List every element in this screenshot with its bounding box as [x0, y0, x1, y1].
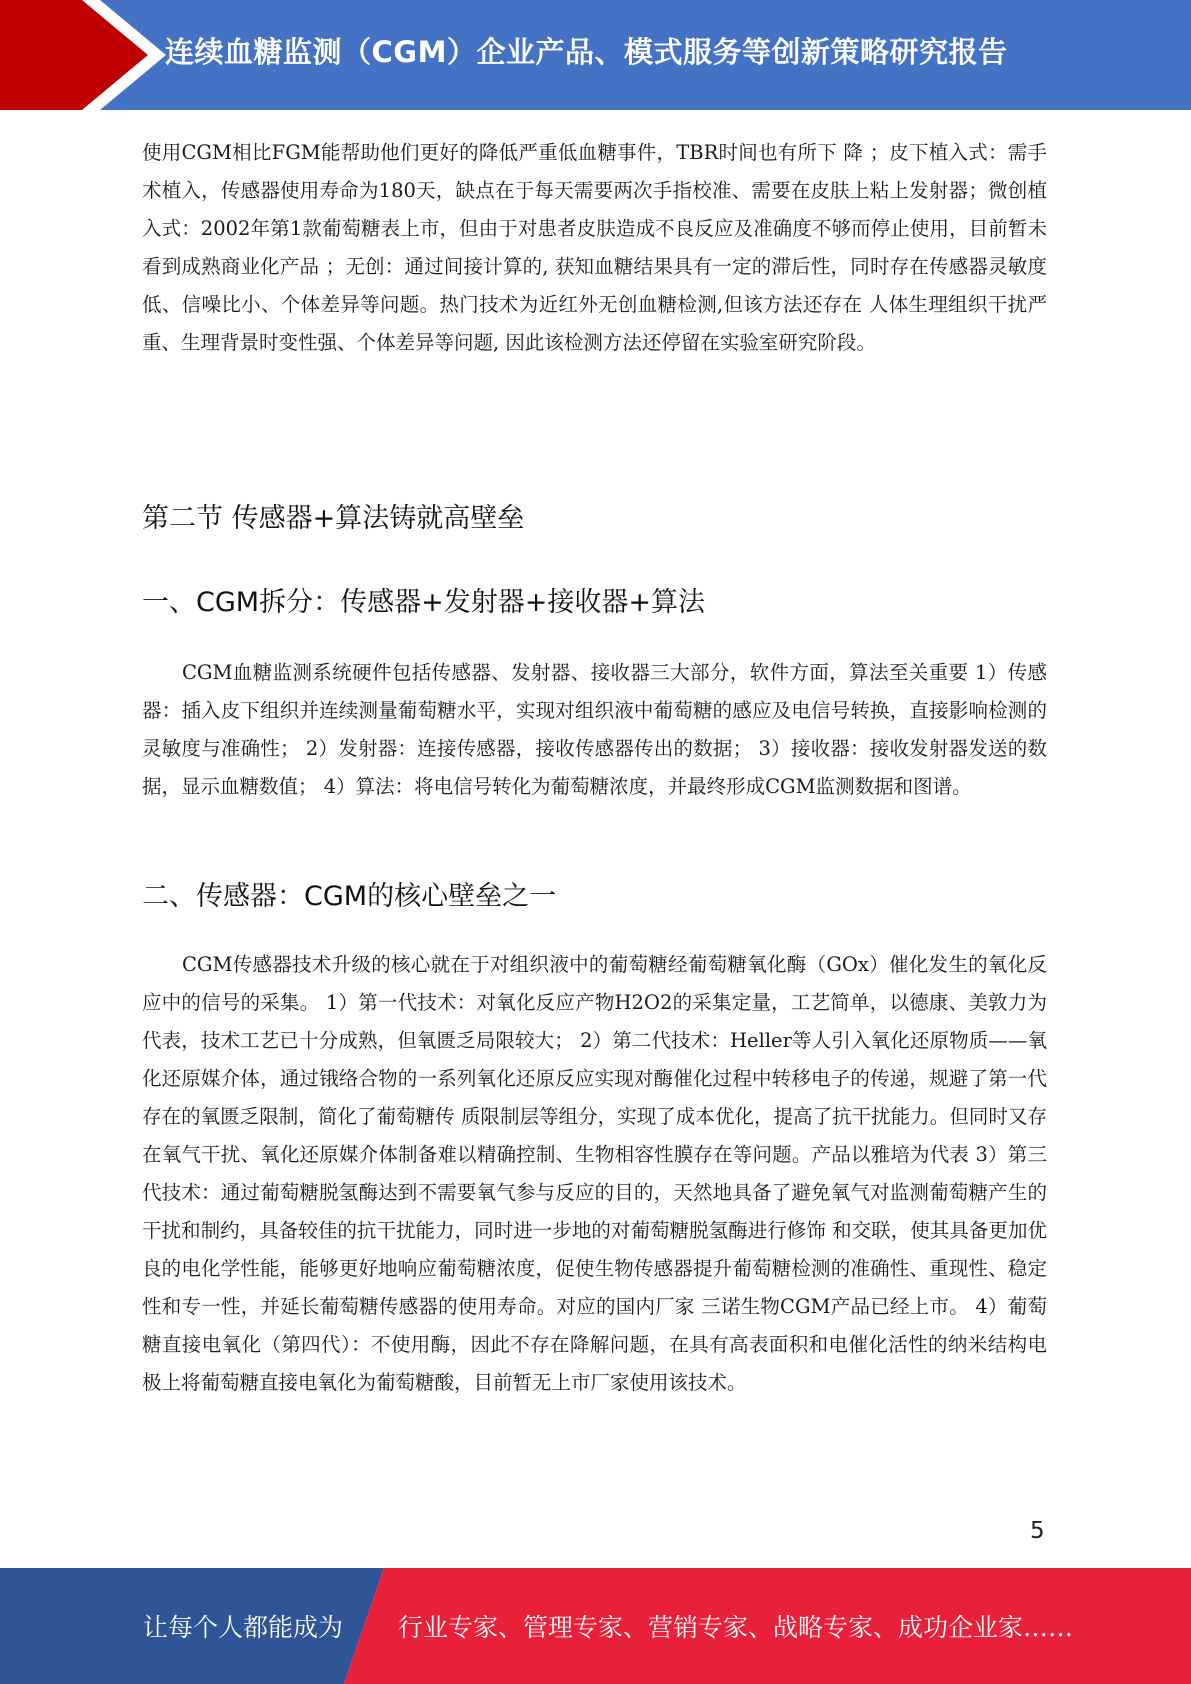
body-paragraph-3: CGM传感器技术升级的核心就在于对组织液中的葡萄糖经葡萄糖氧化酶（GOx）催化发生的氧化反应中的信号的采集。 1）第一代技术：对氧化反应产物H2O2的采集定量，工艺简单，以德康、美敦力为代表，技术工艺已十分成熟，但氧匮乏局限较大； 2）第二代技术：Heller等人引入氧化还原物质——氧化还原媒介体，通过锇络合物的一系列氧化还原反应实现对酶催化过程中转移电子的传递，规避了第一代存在的氧匮乏限制，简化了葡萄糖传 质限制层等组分，实现了成本优化，提高了抗干扰能力。但同时又存在氧气干扰、氧化还原媒介体制备难以精确控制、生物相容性膜存在等问题。产品以雅培为代表 3）第三代技术：通过葡萄糖脱氢酶达到不需要氧气参与反应的目的，天然地具备了避免氧气对监测葡萄糖产生的干扰和制约，具备较佳的抗干扰能力，同时进一步地的对葡萄糖脱氢酶进行修饰 和交联，使其具备更加优良的电化学性能，能够更好地响应葡萄糖浓度，促使生物传感器提升葡萄糖检测的准确性、重现性、稳定性和专一性，并延长葡萄糖传感器的使用寿命。对应的国内厂家 三诺生物CGM产品已经上市。 4）葡萄糖直接电氧化（第四代）：不使用酶，因此不存在降解问题，在具有高表面积和电催化活性的纳米结构电极上将葡萄糖直接电氧化为葡萄糖酸，目前暂无上市厂家使用该技术。 [142, 953, 1047, 1394]
body-paragraph-2: CGM血糖监测系统硬件包括传感器、发射器、接收器三大部分，软件方面，算法至关重要 1）传感器：插入皮下组织并连续测量葡萄糖水平，实现对组织液中葡萄糖的感应及电信号转换，直接影响检测的灵敏度与准确性； 2）发射器：连接传感器，接收传感器传出的数据； 3）接收器：接收发射器发送的数据，显示血糖数值； 4）算法：将电信号转化为葡萄糖浓度，并最终形成CGM监测数据和图谱。 [142, 661, 1047, 798]
body-paragraph-1: 使用CGM相比FGM能帮助他们更好的降低严重低血糖事件，TBR时间也有所下 降 ；皮下植入式：需手术植入，传感器使用寿命为180天，缺点在于每天需要两次手指校准、需要在皮肤上粘上发射器；微创植入式：2002年第1款葡萄糖表上市，但由于对患者皮肤造成不良反应及准确度不够而停止使用，目前暂未看到成熟商业化产品 ；无创：通过间接计算的, 获知血糖结果具有一定的滞后性，同时存在传感器灵敏度低、信噪比小、个体差异等问题。热门技术为近红外无创血糖检测,但该方法还存在 人体生理组织干扰严重、生理背景时变性强、个体差异等问题, 因此该检测方法还停留在实验室研究阶段。 [142, 141, 1047, 354]
subheading-sensor: 二、传感器：CGM的核心壁垒之一 [142, 881, 557, 912]
footer-slogan-right: 行业专家、管理专家、营销专家、战略专家、成功企业家…… [398, 1613, 1074, 1642]
report-title: 连续血糖监测（CGM）企业产品、模式服务等创新策略研究报告 [165, 35, 1008, 69]
page-header [0, 0, 1191, 110]
subheading-cgm-breakdown: 一、CGM拆分：传感器+发射器+接收器+算法 [142, 587, 705, 618]
page-number: 5 [1030, 1518, 1045, 1544]
page-footer [0, 1568, 1191, 1684]
section-heading: 第二节 传感器+算法铸就高壁垒 [142, 503, 525, 534]
footer-slogan-left: 让每个人都能成为 [143, 1613, 344, 1642]
